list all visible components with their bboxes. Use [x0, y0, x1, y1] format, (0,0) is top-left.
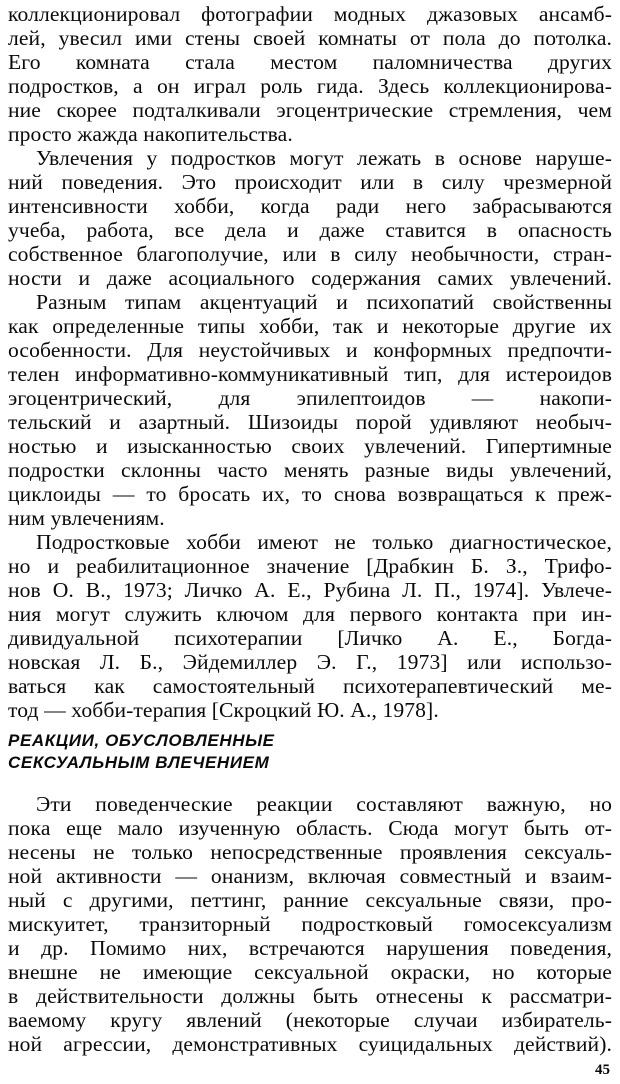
text-line: ний поведения. Это происходит или в силу чрезмерной — [8, 170, 612, 194]
text-line: подростки склонны часто менять разные виды увлечений, — [8, 458, 612, 482]
text-line: ной агрессии, демонстративных суицидальных действий). — [8, 1032, 612, 1056]
text-line: коллекционировал фотографии модных джазовых ансамб- — [8, 2, 612, 26]
text-line: тод — хобби-терапия [Скроцкий Ю. А., 1978]. — [8, 698, 439, 722]
text-line: тельский и азартный. Шизоиды порой удивляют необыч- — [8, 410, 612, 434]
text-line: мискуитет, транзиторный подростковый гомосексуализм — [8, 912, 612, 936]
text-line: эгоцентрический, для эпилептоидов — накопи- — [8, 386, 612, 410]
text-line: ный с другими, петтинг, ранние сексуальные связи, про- — [8, 888, 612, 912]
page-number: 45 — [595, 1062, 610, 1078]
text-line: в действительности должны быть отнесены к рассматри- — [8, 984, 612, 1008]
text-line: пока еще мало изученную область. Сюда могут быть от- — [8, 816, 612, 840]
text-line: и др. Помимо них, встречаются нарушения поведения, — [8, 936, 612, 960]
text-line: лей, увесил ими стены своей комнаты от пола до потолка. — [8, 26, 612, 50]
text-line: новская Л. Б., Эйдемиллер Э. Г., 1973] или использо- — [8, 650, 612, 674]
text-line: нов О. В., 1973; Личко А. Е., Рубина Л. П., 1974]. Увлече- — [8, 578, 612, 602]
text-line: собственное благополучие, или в силу необычности, стран- — [8, 242, 612, 266]
section-heading-line-1: РЕАКЦИИ, ОБУСЛОВЛЕННЫЕ — [8, 731, 275, 750]
text-line: просто жажда накопительства. — [8, 122, 293, 146]
text-line: дивидуальной психотерапии [Личко А. Е., Богда- — [8, 626, 612, 650]
text-line: несены не только непосредственные проявления сексуаль- — [8, 840, 612, 864]
text-line: телен информативно-коммуникативный тип, для истероидов — [8, 362, 612, 386]
text-line: подростков, а он играл роль гида. Здесь коллекционирова- — [8, 74, 612, 98]
text-line: но и реабилитационное значение [Драбкин Б. З., Трифо- — [8, 554, 612, 578]
text-line: ние скорее подталкивали эгоцентрические стремления, чем — [8, 98, 612, 122]
text-line: ваемому кругу явлений (некоторые случаи избиратель- — [8, 1008, 612, 1032]
text-line: Увлечения у подростков могут лежать в основе наруше- — [36, 146, 612, 170]
text-line: как определенные типы хобби, так и некоторые другие их — [8, 314, 612, 338]
section-heading-line-2: СЕКСУАЛЬНЫМ ВЛЕЧЕНИЕМ — [8, 753, 270, 772]
text-line: ной активности — онанизм, включая совместный и взаим- — [8, 864, 612, 888]
text-line: Разным типам акцентуаций и психопатий свойственны — [36, 290, 612, 314]
text-line: ностью и изысканностью своих увлечений. Гипертимные — [8, 434, 612, 458]
text-line: циклоиды — то бросать их, то снова возвращаться к преж- — [8, 482, 612, 506]
text-line: Его комната стала местом паломничества других — [8, 50, 612, 74]
text-line: особенности. Для неустойчивых и конформных предпочти- — [8, 338, 612, 362]
text-line: Подростковые хобби имеют не только диагностическое, — [36, 530, 612, 554]
text-line: ния могут служить ключом для первого контакта при ин- — [8, 602, 612, 626]
text-line: ним увлечениям. — [8, 506, 165, 530]
text-line: учеба, работа, все дела и даже ставится в опасность — [8, 218, 612, 242]
text-line: ваться как самостоятельный психотерапевтический ме- — [8, 674, 612, 698]
text-line: ности и даже асоциального содержания самих увлечений. — [8, 266, 612, 290]
text-line: интенсивности хобби, когда ради него забрасываются — [8, 194, 612, 218]
text-line: Эти поведенческие реакции составляют важную, но — [36, 792, 612, 816]
text-line: внешне не имеющие сексуальной окраски, но которые — [8, 960, 612, 984]
